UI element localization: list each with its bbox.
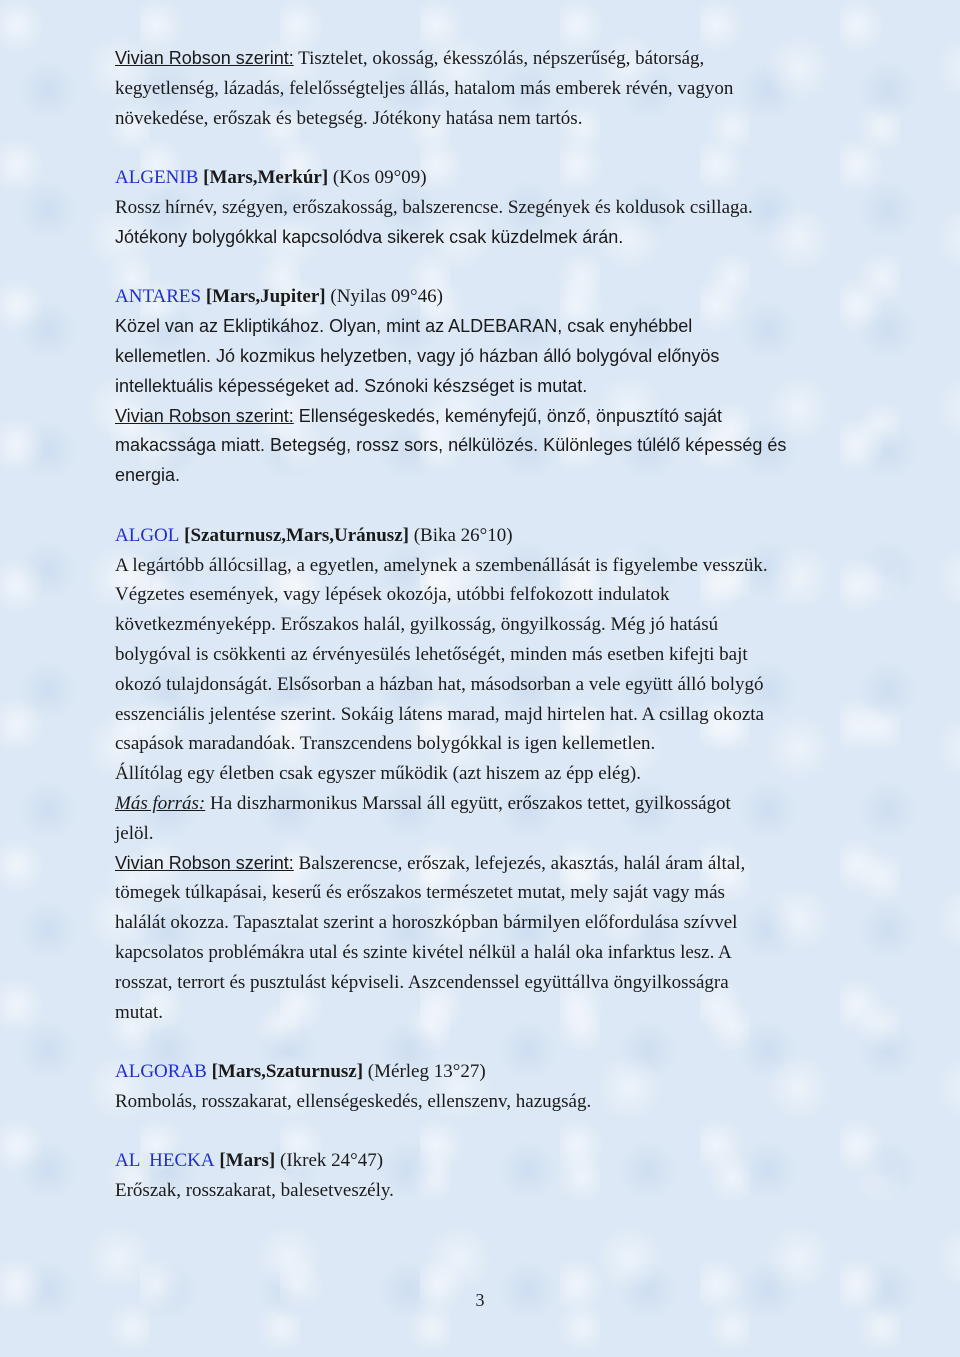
star-position: (Kos 09°09): [328, 167, 427, 189]
star-name: ALGENIB: [115, 167, 199, 189]
text-line: növekedése, erőszak és betegség. Jótékony hatása nem tartós.: [115, 107, 583, 129]
text-line: Állítólag egy életben csak egyszer működik (azt hiszem az épp elég).: [115, 763, 641, 785]
text-line: Rombolás, rosszakarat, ellenségeskedés, ellenszenv, hazugság.: [115, 1090, 592, 1112]
text-line: kapcsolatos problémákra utal és szinte kivétel nélkül a halál oka infarktus lesz. A: [115, 941, 732, 963]
text-line: csapások maradandóak. Transzcendens bolygókkal is igen kellemetlen.: [115, 733, 656, 755]
text-line: A legártóbb állócsillag, a egyetlen, amelynek a szembenállását is figyelembe vesszük.: [115, 554, 768, 576]
source-label: Más forrás:: [115, 792, 206, 814]
star-name: AL HECKA: [115, 1150, 215, 1172]
star-position: (Mérleg 13°27): [363, 1061, 486, 1083]
text-line: Rossz hírnév, szégyen, erőszakosság, balszerencse. Szegények és koldusok csillaga.: [115, 196, 753, 218]
star-planets: [Mars,Szaturnusz]: [206, 1061, 364, 1083]
star-heading-algorab: [115, 1057, 905, 1087]
star-planets: [Mars,Merkúr]: [198, 167, 329, 189]
text-line: okozó tulajdonságát. Elsősorban a házban hat, másodsorban a vele együtt álló bolygó: [115, 673, 764, 695]
text-line: halálát okozza. Tapasztalat szerint a horoszkópban bármilyen előfordulása szívvel: [115, 912, 738, 934]
text-line: következményeképp. Erőszakos halál, gyilkosság, öngyilkosság. Még jó hatású: [115, 614, 719, 636]
source-label: Vivian Robson szerint:: [115, 852, 294, 873]
text-line: Vivian Robson szerint: Balszerencse, erőszak, lefejezés, akasztás, halál áram által,: [115, 852, 746, 874]
text-line: jelöl.: [115, 822, 154, 844]
text-line: rosszat, terrort és pusztulást képviseli. Aszcendenssel együttállva öngyilkosságra: [115, 971, 729, 993]
text-line: Erőszak, rosszakarat, balesetveszély.: [115, 1180, 394, 1202]
text-line: kellemetlen. Jó kozmikus helyzetben, vagy jó házban álló bolygóval előnyös: [115, 345, 720, 366]
text-line: energia.: [115, 465, 181, 486]
text-line: esszenciális jelentése szerint. Sokáig látens marad, majd hirtelen hat. A csillag okozta: [115, 703, 764, 725]
text-line: Más forrás: Ha diszharmonikus Marssal áll együtt, erőszakos tettet, gyilkosságot: [115, 792, 731, 814]
text-line: Jótékony bolygókkal kapcsolódva sikerek csak küzdelmek árán.: [115, 226, 624, 247]
star-name: ALGOL: [115, 524, 180, 546]
star-heading-alhecka: [115, 1146, 905, 1176]
source-label: Vivian Robson szerint:: [115, 48, 294, 68]
star-planets: [Mars]: [214, 1150, 276, 1172]
star-heading-antares: [115, 282, 905, 312]
text-line: Vivian Robson szerint: Ellenségeskedés, keményfejű, önző, önpusztító saját: [115, 405, 723, 426]
text-line: intellektuális képességeket ad. Szónoki készséget is mutat.: [115, 375, 588, 396]
text-line: Végzetes események, vagy lépések okozója, utóbbi felfokozott indulatok: [115, 584, 670, 606]
text-line: Vivian Robson szerint: Tisztelet, okosság, ékesszólás, népszerűség, bátorság,: [115, 48, 705, 69]
text-line: kegyetlenség, lázadás, felelősségteljes állás, hatalom más emberek révén, vagyon: [115, 77, 734, 99]
star-heading-algenib: [115, 163, 905, 193]
page-content: [115, 44, 905, 1206]
star-heading-algol: [115, 521, 905, 551]
star-name: ALGORAB: [115, 1061, 207, 1083]
source-label: Vivian Robson szerint:: [115, 405, 294, 426]
text-line: tömegek túlkapásai, keserű és erőszakos természetet mutat, mely saját vagy más: [115, 882, 725, 904]
star-position: (Ikrek 24°47): [275, 1150, 384, 1172]
star-position: (Bika 26°10): [408, 524, 513, 546]
text-line: Közel van az Ekliptikához. Olyan, mint az ALDEBARAN, csak enyhébbel: [115, 316, 693, 337]
star-name: ANTARES: [115, 286, 202, 308]
star-planets: [Szaturnusz,Mars,Uránusz]: [179, 524, 409, 546]
star-position: (Nyilas 09°46): [325, 286, 443, 308]
text-line: mutat.: [115, 1001, 164, 1023]
text-line: bolygóval is csökkenti az érvényesülés lehetőségét, minden más esetben kifejti bajt: [115, 643, 748, 665]
page-number: 3: [475, 1290, 485, 1310]
star-planets: [Mars,Jupiter]: [201, 286, 326, 308]
text-line: makacssága miatt. Betegség, rossz sors, nélkülözés. Különleges túlélő képesség és: [115, 435, 787, 456]
